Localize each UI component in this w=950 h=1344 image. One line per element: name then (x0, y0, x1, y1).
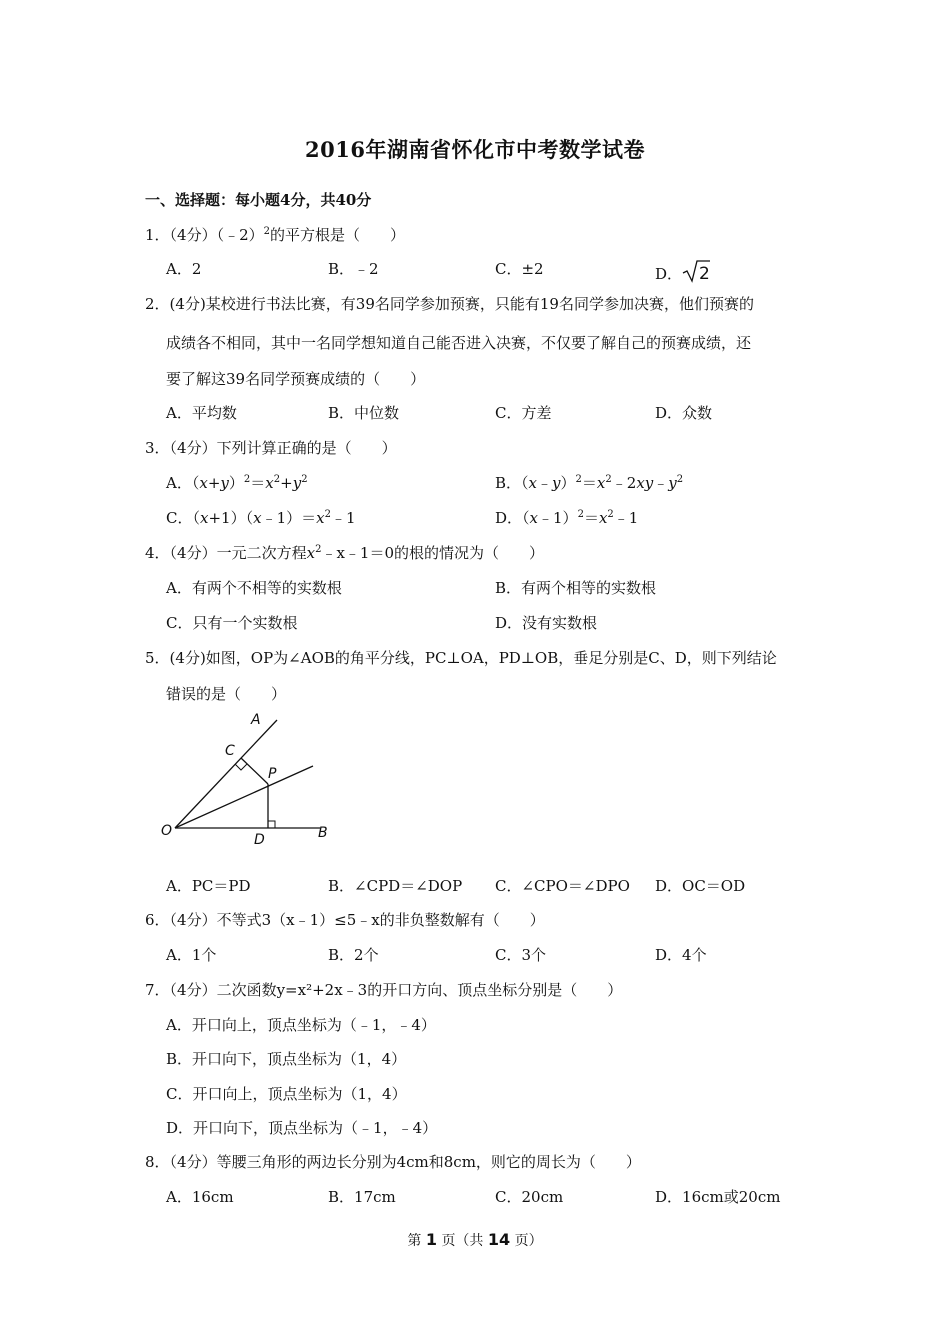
label-P: P (268, 766, 277, 782)
question-7-stem: 7．（4分）二次函数y=x²+2x﹣3的开口方向、顶点坐标分别是（ ） (145, 981, 623, 999)
q1-exponent: 2 (263, 226, 271, 237)
q1-num: 1．（4分）（﹣2） (145, 226, 264, 244)
q7-option-d: D．开口向下，顶点坐标为（﹣1，﹣4） (166, 1119, 438, 1137)
q5-option-c: C．∠CPO＝∠DPO (495, 877, 630, 895)
question-6-stem: 6．（4分）不等式3（x﹣1）≤5﹣x的非负整数解有（ ） (145, 911, 545, 929)
q7-option-b: B．开口向下，顶点坐标为（1，4） (166, 1050, 407, 1068)
question-2-line-2: 成绩各不相同，其中一名同学想知道自己能否进入决赛，不仅要了解自己的预赛成绩，还 (166, 334, 752, 352)
sqrt-two-symbol (682, 259, 710, 283)
q3-option-a: A．$(x+y)^2=x^2+y^2$ (166, 474, 308, 492)
q4-option-d: D．没有实数根 (495, 614, 598, 632)
q6-option-a: A．1个 (166, 946, 217, 964)
footer-page-number: 1 (425, 1230, 437, 1249)
q3-d-label: D． (495, 509, 523, 527)
question-8-stem: 8．（4分）等腰三角形的两边长分别为4cm和8cm，则它的周长为（ ） (145, 1153, 641, 1171)
q8-option-d: D．16cm或20cm (655, 1188, 781, 1206)
q4-pre: 4．（4分）一元二次方程 (145, 544, 307, 562)
q3-option-d: D．$(x﹣1)^2=x^2﹣1$ (495, 509, 639, 527)
question-4-stem: 4．（4分）一元二次方程$x^2﹣x﹣1=0$的根的情况为（ ） (145, 544, 544, 562)
q2-option-b: B．中位数 (328, 404, 400, 422)
q1-rest: 的平方根是（ ） (270, 226, 406, 244)
question-5-line-2: 错误的是（ ） (166, 685, 287, 703)
question-2-line-3: 要了解这39名同学预赛成绩的（ ） (166, 370, 426, 388)
svg-text:2: 2 (699, 264, 710, 283)
q1-option-b: B．﹣2 (328, 260, 379, 278)
page-footer (0, 1230, 950, 1250)
page-title: 2016年湖南省怀化市中考数学试卷 (305, 137, 645, 162)
footer-total-pages: 14 (487, 1230, 511, 1249)
q8-option-c: C．20cm (495, 1188, 564, 1206)
label-C: C (225, 743, 235, 759)
q5-option-d: D．OC＝OD (655, 877, 746, 895)
q4-option-b: B．有两个相等的实数根 (495, 579, 657, 597)
q3-option-b: B．$(x﹣y)^2=x^2﹣2xy﹣y^2$ (495, 474, 684, 492)
q5-option-b: B．∠CPD＝∠DOP (328, 877, 463, 895)
q2-option-d: D．众数 (655, 404, 713, 422)
label-D: D (254, 832, 265, 848)
label-B: B (318, 825, 328, 841)
question-3-stem: 3．（4分）下列计算正确的是（ ） (145, 439, 397, 457)
section-heading: 一、选择题：每小题4分，共40分 (145, 191, 372, 209)
q6-option-b: B．2个 (328, 946, 379, 964)
q8-option-a: A．16cm (166, 1188, 234, 1206)
question-5-line-1: 5．(4分)如图，OP为∠AOB的角平分线，PC⊥OA，PD⊥OB，垂足分别是C、D，则下列结论 (145, 649, 777, 667)
q6-option-c: C．3个 (495, 946, 547, 964)
q2-option-c: C．方差 (495, 404, 552, 422)
q3-c-label: C． (166, 509, 193, 527)
q3-b-label: B． (495, 474, 522, 492)
footer-pre: 第 (407, 1233, 422, 1249)
q1-option-d-label: D． (655, 265, 683, 283)
q1-option-c: C．±2 (495, 260, 544, 278)
q3-a-label: A． (166, 474, 192, 492)
label-O: O (161, 823, 173, 839)
q7-option-c: C．开口向上，顶点坐标为（1，4） (166, 1085, 407, 1103)
question-2-line-1: 2．(4分)某校进行书法比赛，有39名同学参加预赛，只能有19名同学参加决赛，他们预赛的 (145, 295, 754, 313)
angle-bisector-figure (155, 708, 345, 853)
q8-option-b: B．17cm (328, 1188, 396, 1206)
q2-option-a: A．平均数 (166, 404, 237, 422)
question-1-stem (145, 225, 405, 245)
q1-option-a: A．2 (166, 260, 202, 278)
footer-mid: 页（共 (441, 1233, 484, 1249)
q1-option-d (655, 259, 710, 284)
label-A: A (251, 712, 261, 728)
q5-option-a: A．PC＝PD (166, 877, 251, 895)
q3-option-c: C．$(x+1)(x﹣1)=x^2﹣1$ (166, 509, 356, 527)
q4-option-a: A．有两个不相等的实数根 (166, 579, 342, 597)
q7-option-a: A．开口向上，顶点坐标为（﹣1，﹣4） (166, 1016, 436, 1034)
footer-post: 页） (514, 1233, 543, 1249)
q6-option-d: D．4个 (655, 946, 707, 964)
q4-option-c: C．只有一个实数根 (166, 614, 298, 632)
q4-post: ﹣x﹣1＝0的根的情况为（ ） (321, 544, 544, 562)
